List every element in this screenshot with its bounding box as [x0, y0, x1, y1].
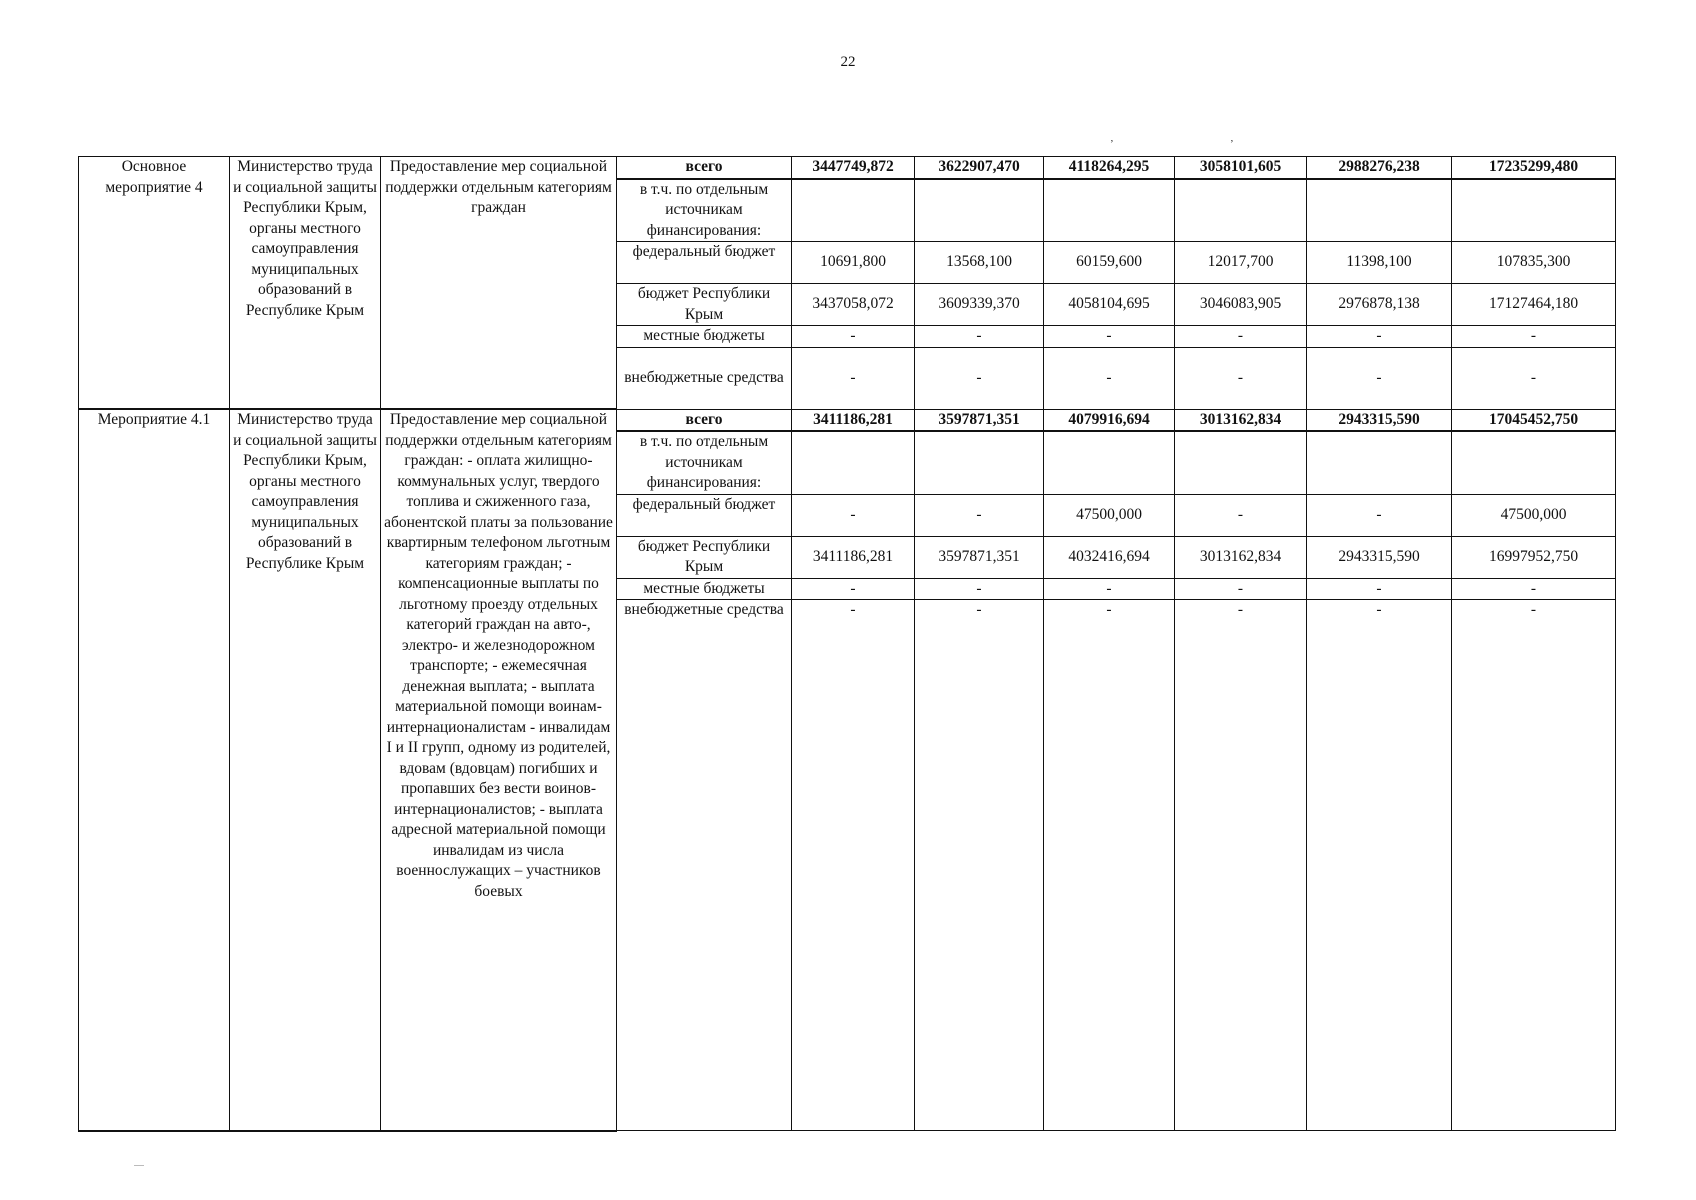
value-cell: 2943315,590	[1307, 536, 1452, 578]
value-cell	[1044, 431, 1175, 494]
description-cell: Предоставление мер социальной поддержки отдельным категориям граждан	[381, 157, 617, 410]
executor-cell: Министерство труда и социальной защиты Республики Крым, органы местного самоуправления муниципальных образований в Республике Крым	[230, 157, 381, 410]
value-cell: 13568,100	[915, 242, 1044, 284]
value-cell: -	[1044, 326, 1175, 348]
value-cell: 4079916,694	[1044, 409, 1175, 431]
value-cell: -	[1175, 347, 1307, 409]
value-cell: 2943315,590	[1307, 409, 1452, 431]
value-cell: 3437058,072	[792, 284, 915, 326]
scan-mark: ʼ	[1230, 138, 1234, 150]
value-cell: -	[915, 600, 1044, 1131]
value-cell: 4118264,295	[1044, 157, 1175, 179]
value-cell: 17235299,480	[1452, 157, 1616, 179]
budget-table	[78, 156, 1616, 1132]
source-label: всего	[617, 409, 792, 431]
value-cell: 17045452,750	[1452, 409, 1616, 431]
value-cell: -	[1452, 326, 1616, 348]
source-label: всего	[617, 157, 792, 179]
value-cell: 3411186,281	[792, 536, 915, 578]
table-row	[79, 409, 1616, 431]
value-cell: 4032416,694	[1044, 536, 1175, 578]
source-label: внебюджетные средства	[617, 347, 792, 409]
source-label: в т.ч. по отдельным источникам финансирования:	[617, 431, 792, 494]
value-cell: 17127464,180	[1452, 284, 1616, 326]
value-cell: 47500,000	[1452, 494, 1616, 536]
value-cell	[1452, 179, 1616, 242]
value-cell	[792, 179, 915, 242]
value-cell: 3597871,351	[915, 536, 1044, 578]
value-cell	[1307, 179, 1452, 242]
value-cell: 3046083,905	[1175, 284, 1307, 326]
value-cell	[1175, 431, 1307, 494]
value-cell: -	[792, 494, 915, 536]
value-cell: 3058101,605	[1175, 157, 1307, 179]
value-cell: 47500,000	[1044, 494, 1175, 536]
value-cell: -	[1452, 600, 1616, 1131]
value-cell: -	[915, 578, 1044, 600]
value-cell: 2988276,238	[1307, 157, 1452, 179]
source-label: в т.ч. по отдельным источникам финансирования:	[617, 179, 792, 242]
value-cell	[1044, 179, 1175, 242]
value-cell	[1307, 431, 1452, 494]
value-cell: 3013162,834	[1175, 409, 1307, 431]
value-cell: -	[792, 600, 915, 1131]
value-cell: -	[1044, 578, 1175, 600]
value-cell: 2976878,138	[1307, 284, 1452, 326]
scan-mark	[134, 1165, 144, 1166]
value-cell	[792, 431, 915, 494]
source-label: внебюджетные средства	[617, 600, 792, 1131]
value-cell: 3609339,370	[915, 284, 1044, 326]
source-label: федеральный бюджет	[617, 494, 792, 536]
value-cell: 11398,100	[1307, 242, 1452, 284]
value-cell: -	[1307, 494, 1452, 536]
value-cell: -	[1175, 600, 1307, 1131]
value-cell: 3447749,872	[792, 157, 915, 179]
source-label: бюджет Республики Крым	[617, 536, 792, 578]
description-cell: Предоставление мер социальной поддержки отдельным категориям граждан: - оплата жилищно-коммунальных услуг, твердого топлива и сжиженного газа, абонентской платы за пользование квартирным телефоном льготным категориям граждан; - компенсационные выплаты по льготному проезду отдельных категорий граждан на авто-, электро- и железнодорожном транспорте; - ежемесячная денежная выплата; - выплата материальной помощи воинам-интернационалистам - инвалидам I и II групп, одному из родителей, вдовам (вдовцам) погибших и пропавших без вести воинов-интернационалистов; - выплата адресной материальной помощи инвалидам из числа военнослужащих – участников боевых	[381, 409, 617, 1131]
value-cell	[915, 431, 1044, 494]
value-cell: 107835,300	[1452, 242, 1616, 284]
value-cell: -	[1307, 347, 1452, 409]
value-cell: -	[915, 347, 1044, 409]
value-cell: -	[915, 494, 1044, 536]
source-label: местные бюджеты	[617, 326, 792, 348]
value-cell: 3622907,470	[915, 157, 1044, 179]
value-cell: -	[1307, 326, 1452, 348]
value-cell: -	[792, 326, 915, 348]
value-cell: -	[1307, 578, 1452, 600]
value-cell: 16997952,750	[1452, 536, 1616, 578]
value-cell: 60159,600	[1044, 242, 1175, 284]
value-cell: -	[1307, 600, 1452, 1131]
source-label: федеральный бюджет	[617, 242, 792, 284]
value-cell: 3411186,281	[792, 409, 915, 431]
value-cell: -	[1175, 578, 1307, 600]
value-cell: -	[1452, 347, 1616, 409]
value-cell: -	[915, 326, 1044, 348]
value-cell: 12017,700	[1175, 242, 1307, 284]
value-cell	[1452, 431, 1616, 494]
scan-mark: ʼ	[1110, 138, 1114, 150]
value-cell: 3013162,834	[1175, 536, 1307, 578]
value-cell: -	[1175, 494, 1307, 536]
source-label: бюджет Республики Крым	[617, 284, 792, 326]
executor-cell: Министерство труда и социальной защиты Республики Крым, органы местного самоуправления муниципальных образований в Республике Крым	[230, 409, 381, 1131]
page-number: 22	[840, 54, 856, 70]
value-cell: 10691,800	[792, 242, 915, 284]
measure-cell: Основное мероприятие 4	[79, 157, 230, 410]
value-cell: -	[1175, 326, 1307, 348]
value-cell: -	[1044, 347, 1175, 409]
table-row	[79, 157, 1616, 179]
value-cell: -	[792, 578, 915, 600]
value-cell: -	[1452, 578, 1616, 600]
measure-cell: Мероприятие 4.1	[79, 409, 230, 1131]
source-label: местные бюджеты	[617, 578, 792, 600]
value-cell: -	[792, 347, 915, 409]
value-cell: 4058104,695	[1044, 284, 1175, 326]
value-cell	[1175, 179, 1307, 242]
value-cell: 3597871,351	[915, 409, 1044, 431]
value-cell	[915, 179, 1044, 242]
value-cell: -	[1044, 600, 1175, 1131]
